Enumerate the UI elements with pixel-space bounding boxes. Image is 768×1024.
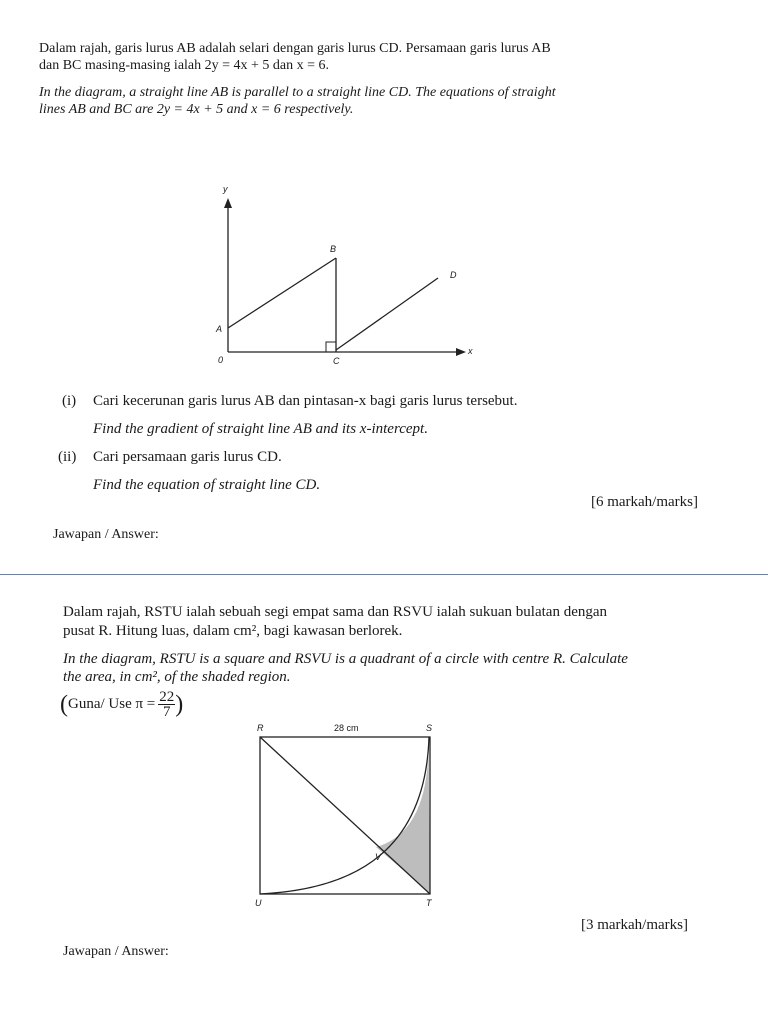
q1-part-i-number: (i): [62, 393, 77, 409]
q1-english-line-2: lines AB and BC are 2y = 4x + 5 and x = 6 respectively.: [39, 102, 354, 117]
q2-pi-prefix: Guna/ Use π =: [68, 695, 156, 712]
q1-part-ii-number: (ii): [58, 449, 77, 465]
q1-label-b: B: [330, 244, 337, 254]
q2-answer-label: Jawapan / Answer:: [63, 944, 169, 959]
q1-part-ii-malay: Cari persamaan garis lurus CD.: [93, 449, 282, 465]
q1-label-a: A: [216, 324, 223, 334]
q1-label-x: x: [468, 346, 473, 356]
q2-marks: [3 markah/marks]: [580, 917, 688, 933]
q1-label-origin: 0: [218, 355, 224, 365]
q1-label-y: y: [223, 184, 228, 194]
q2-label-u: U: [255, 898, 262, 908]
q2-english-line-1: In the diagram, RSTU is a square and RSVU is a quadrant of a circle with centre R. Calculate: [63, 651, 628, 667]
q1-part-i-english: Find the gradient of straight line AB and its x-intercept.: [93, 421, 428, 437]
q2-malay-line-2: pusat R. Hitung luas, dalam cm², bagi kawasan berlorek.: [63, 623, 403, 639]
q1-english-line-1: In the diagram, a straight line AB is parallel to a straight line CD. The equations of straight: [39, 85, 556, 100]
q1-label-c: C: [333, 356, 340, 366]
q1-part-i-malay: Cari kecerunan garis lurus AB dan pintasan-x bagi garis lurus tersebut.: [93, 393, 518, 409]
q2-label-r: R: [257, 723, 264, 733]
q2-malay-line-1: Dalam rajah, RSTU ialah sebuah segi empat sama dan RSVU ialah sukuan bulatan dengan: [63, 604, 608, 620]
q1-marks: [6 markah/marks]: [590, 494, 698, 510]
q2-label-v: V: [375, 852, 382, 862]
pi-numerator: 22: [159, 689, 175, 705]
q2-side-length: 28 cm: [334, 723, 359, 733]
diagonal-rt: [260, 737, 430, 894]
q1-label-d: D: [450, 270, 457, 280]
q1-malay-line-2: dan BC masing-masing ialah 2y = 4x + 5 dan x = 6.: [39, 58, 330, 73]
q2-english-line-2: the area, in cm², of the shaded region.: [63, 669, 291, 685]
right-paren: ): [175, 691, 184, 718]
pi-denominator: 7: [163, 704, 171, 720]
q2-label-s: S: [426, 723, 433, 733]
q1-answer-label: Jawapan / Answer:: [53, 527, 159, 542]
q1-part-ii-english: Find the equation of straight line CD.: [93, 477, 321, 493]
q1-malay-line-1: Dalam rajah, garis lurus AB adalah selari dengan garis lurus CD. Persamaan garis lurus AB: [39, 41, 551, 56]
q2-label-t: T: [426, 898, 432, 908]
left-paren: (: [60, 691, 68, 718]
